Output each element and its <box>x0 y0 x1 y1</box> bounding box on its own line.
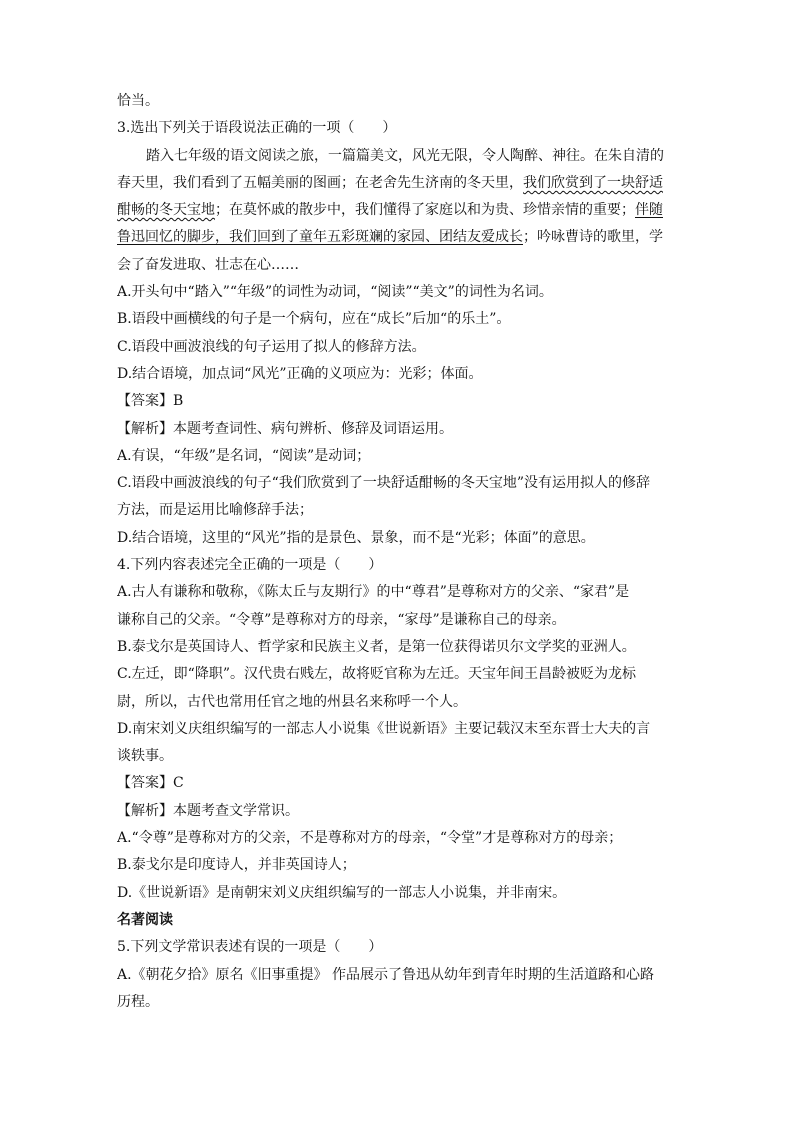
document-body <box>117 88 679 1016</box>
explanation-line: A.有误，“年级”是名词，“阅读”是动词； <box>117 447 371 464</box>
explanation-line: C.语段中画波浪线的句子“我们欣赏到了一块舒适酣畅的冬天宝地”没有运用拟人的修辞 <box>117 475 650 492</box>
passage-text: ；吟咏曹诗的歌里，学 <box>523 229 663 246</box>
section-heading: 名著阅读 <box>117 911 173 928</box>
option-a: A.《朝花夕拾》原名《旧事重提》 作品展示了鲁迅从幼年到青年时期的生活道路和心路 <box>117 966 655 983</box>
passage-line: 踏入七年级的语文阅读之旅，一篇篇美文，风光无限，令人陶醉、神往。在朱自清的 <box>146 147 664 164</box>
passage-line <box>117 197 679 224</box>
question-4-stem: 4.下列内容表述完全正确的一项是（ ） <box>117 557 383 574</box>
option-a: A.古人有谦称和敬称，《陈太丘与友期行》的中“尊君”是尊称对方的父亲、“家君”是 <box>117 584 630 601</box>
explanation-line: D.结合语境，这里的“风光”指的是景色、景象，而不是“光彩；体面”的意思。 <box>117 529 595 546</box>
explanation-label: 【解析】本题考查词性、病句辨析、修辞及词语运用。 <box>117 420 453 437</box>
underlined-text: 伴随 <box>635 202 663 219</box>
option-a-cont: 谦称自己的父亲。“令尊”是尊称对方的母亲，“家母”是谦称自己的母亲。 <box>117 611 566 628</box>
underlined-text: 鲁迅回忆的脚步，我们回到了童年五彩斑斓的家园、团结友爱成长 <box>117 229 523 246</box>
question-5-stem: 5.下列文学常识表述有误的一项是（ ） <box>117 939 383 956</box>
option-d: D.南宋刘义庆组织编写的一部志人小说集《世说新语》主要记载汉末至东晋士大夫的言 <box>117 720 651 737</box>
explanation-label: 【解析】本题考查文学常识。 <box>117 802 299 819</box>
passage-line <box>117 224 679 251</box>
option-d: D.结合语境，加点词“风光”正确的义项应为：光彩；体面。 <box>117 365 483 382</box>
explanation-line: D.《世说新语》是南朝宋刘义庆组织编写的一部志人小说集，并非南宋。 <box>117 884 567 901</box>
passage-text: 春天里，我们看到了五幅美丽的图画；在老舍先生济南的冬天里， <box>117 174 523 191</box>
question-3-stem: 3.选出下列关于语段说法正确的一项（ ） <box>117 120 397 137</box>
answer-label: 【答案】C <box>117 775 184 792</box>
wavy-underlined-text: 我们欣赏到了一块舒适 <box>523 174 663 191</box>
option-d-cont: 谈轶事。 <box>117 748 173 765</box>
option-b: B.泰戈尔是英国诗人、哲学家和民族主义者，是第一位获得诺贝尔文学奖的亚洲人。 <box>117 638 636 655</box>
text-line: 恰当。 <box>117 93 159 109</box>
explanation-line: 方法，而是运用比喻修辞手法； <box>117 502 313 519</box>
option-a: A.开头句中“踏入”“年级”的词性为动词，“阅读”“美文”的词性为名词。 <box>117 284 553 301</box>
answer-label: 【答案】B <box>117 393 184 410</box>
passage-line: 会了奋发进取、壮志在心…… <box>117 256 299 273</box>
option-b: B.语段中画横线的句子是一个病句，应在“成长”后加“的乐土”。 <box>117 311 511 328</box>
passage-text: ；在莫怀戚的散步中，我们懂得了家庭以和为贵、珍惜亲情的重要； <box>215 202 635 219</box>
option-c: C.语段中画波浪线的句子运用了拟人的修辞方法。 <box>117 338 426 355</box>
option-c: C.左迁，即“降职”。汉代贵右贱左，故将贬官称为左迁。天宝年间王昌龄被贬为龙标 <box>117 666 636 683</box>
wavy-underlined-text: 酣畅的冬天宝地 <box>117 202 215 219</box>
option-c-cont: 尉，所以，古代也常用任官之地的州县名来称呼一个人。 <box>117 693 467 710</box>
passage-line <box>117 170 679 197</box>
explanation-line: A.“令尊”是尊称对方的父亲，不是尊称对方的母亲，“令堂”才是尊称对方的母亲； <box>117 830 623 847</box>
option-a-cont: 历程。 <box>117 993 159 1010</box>
explanation-line: B.泰戈尔是印度诗人，并非英国诗人； <box>117 857 356 874</box>
